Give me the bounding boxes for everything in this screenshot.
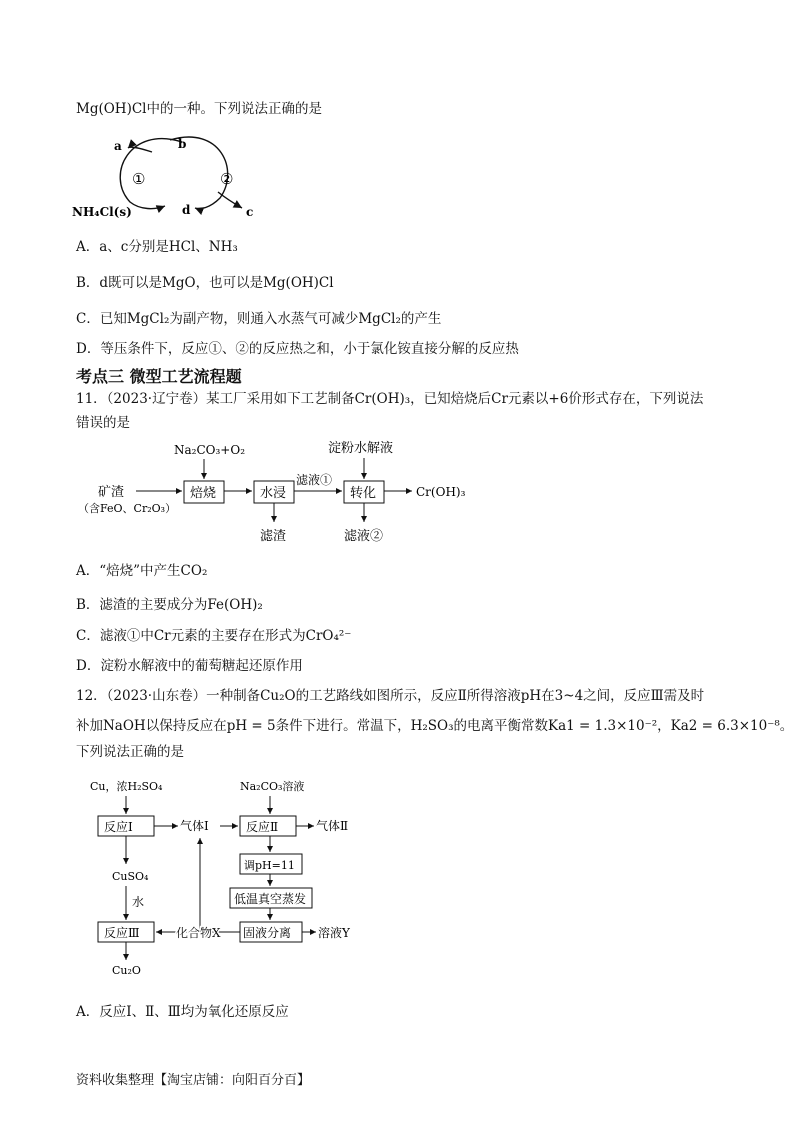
q12-input-right: Na₂CO₃溶液 bbox=[240, 780, 305, 793]
q12-option-a: A．反应Ⅰ、Ⅱ、Ⅲ均为氧化还原反应 bbox=[76, 1004, 289, 1020]
footer-text: 资料收集整理【淘宝店铺：向阳百分百】 bbox=[76, 1073, 311, 1088]
q10-option-c: C．已知MgCl₂为副产物，则通入水蒸气可减少MgCl₂的产生 bbox=[76, 311, 442, 327]
q11-box-roast-label: 焙烧 bbox=[190, 486, 217, 501]
q12-cuso4: CuSO₄ bbox=[112, 870, 149, 883]
q12-input-left: Cu，浓H₂SO₄ bbox=[90, 780, 163, 793]
cycle-arc-c bbox=[218, 192, 242, 208]
q11-box-convert-label: 转化 bbox=[350, 486, 377, 501]
q11-mid-label: 滤液① bbox=[296, 473, 333, 487]
q12-box-r1-label: 反应Ⅰ bbox=[104, 820, 133, 834]
q12-box-r3-label: 反应Ⅲ bbox=[104, 926, 140, 940]
q12-box-evap-label: 低温真空蒸发 bbox=[234, 892, 307, 906]
q12-soln: 溶液Y bbox=[318, 926, 350, 940]
q10-option-a: A．a、c分别是HCl、NH₃ bbox=[76, 239, 238, 255]
q12-box-sep-label: 固液分离 bbox=[243, 926, 292, 940]
q11-raw-material: 矿渣 bbox=[98, 485, 125, 500]
q11-out1: 滤渣 bbox=[260, 529, 287, 544]
q12-flow-diagram bbox=[84, 772, 404, 987]
label-a: a bbox=[114, 139, 122, 153]
q12-gas1: 气体Ⅰ bbox=[180, 819, 209, 833]
q10-option-b: B．d既可以是MgO，也可以是Mg(OH)Cl bbox=[76, 275, 334, 291]
q11-box-leach-label: 水浸 bbox=[260, 486, 287, 501]
q11-flow-diagram bbox=[76, 434, 516, 549]
q11-stem-line1: 11．（2023·辽宁卷）某工厂采用如下工艺制备Cr(OH)₃，已知焙烧后Cr元素以+6价形式存在，下列说法 bbox=[76, 391, 704, 407]
q12-water: 水 bbox=[132, 895, 145, 909]
q11-input-top2: 淀粉水解液 bbox=[328, 441, 394, 456]
q11-option-d: D．淀粉水解液中的葡萄糖起还原作用 bbox=[76, 658, 303, 674]
q12-stem-line3: 下列说法正确的是 bbox=[76, 744, 184, 760]
q12-stem-line1: 12．（2023·山东卷）一种制备Cu₂O的工艺路线如图所示，反应Ⅱ所得溶液pH在3~4之间，反应Ⅲ需及时 bbox=[76, 688, 705, 704]
q11-option-a: A．“焙烧”中产生CO₂ bbox=[76, 563, 208, 579]
label-reactant: NH₄Cl(s) bbox=[72, 205, 132, 219]
q12-compound: 化合物X bbox=[176, 926, 221, 940]
label-step2: ② bbox=[220, 170, 234, 188]
q10-option-d: D．等压条件下，反应①、②的反应热之和，小于氯化铵直接分解的反应热 bbox=[76, 341, 519, 357]
label-d: d bbox=[182, 203, 191, 217]
cycle-arc-left bbox=[120, 139, 182, 209]
q11-option-b: B．滤渣的主要成分为Fe(OH)₂ bbox=[76, 597, 263, 613]
q12-box-r2-label: 反应Ⅱ bbox=[246, 820, 279, 834]
q12-product: Cu₂O bbox=[112, 964, 141, 977]
q12-gas2: 气体Ⅱ bbox=[316, 819, 349, 833]
q11-input-top1: Na₂CO₃+O₂ bbox=[174, 443, 245, 457]
q10-cycle-diagram bbox=[70, 130, 270, 225]
q11-stem-line2: 错误的是 bbox=[76, 415, 130, 431]
q11-raw-note: （含FeO、Cr₂O₃） bbox=[78, 502, 177, 515]
label-step1: ① bbox=[132, 170, 146, 188]
q10-intro: Mg(OH)Cl中的一种。下列说法正确的是 bbox=[76, 101, 322, 117]
q11-product: Cr(OH)₃ bbox=[416, 485, 466, 499]
q12-stem-line2: 补加NaOH以保持反应在pH = 5条件下进行。常温下，H₂SO₃的电离平衡常数Ka1 = 1.3×10⁻²，Ka2 = 6.3×10⁻⁸。 bbox=[76, 718, 794, 734]
label-b: b bbox=[178, 137, 187, 151]
q11-out2: 滤液② bbox=[344, 529, 384, 544]
q11-option-c: C．滤液①中Cr元素的主要存在形式为CrO₄²⁻ bbox=[76, 628, 352, 644]
q12-box-ph-label: 调pH=11 bbox=[244, 859, 295, 872]
section-title: 考点三 微型工艺流程题 bbox=[76, 367, 242, 386]
label-c: c bbox=[246, 205, 254, 219]
